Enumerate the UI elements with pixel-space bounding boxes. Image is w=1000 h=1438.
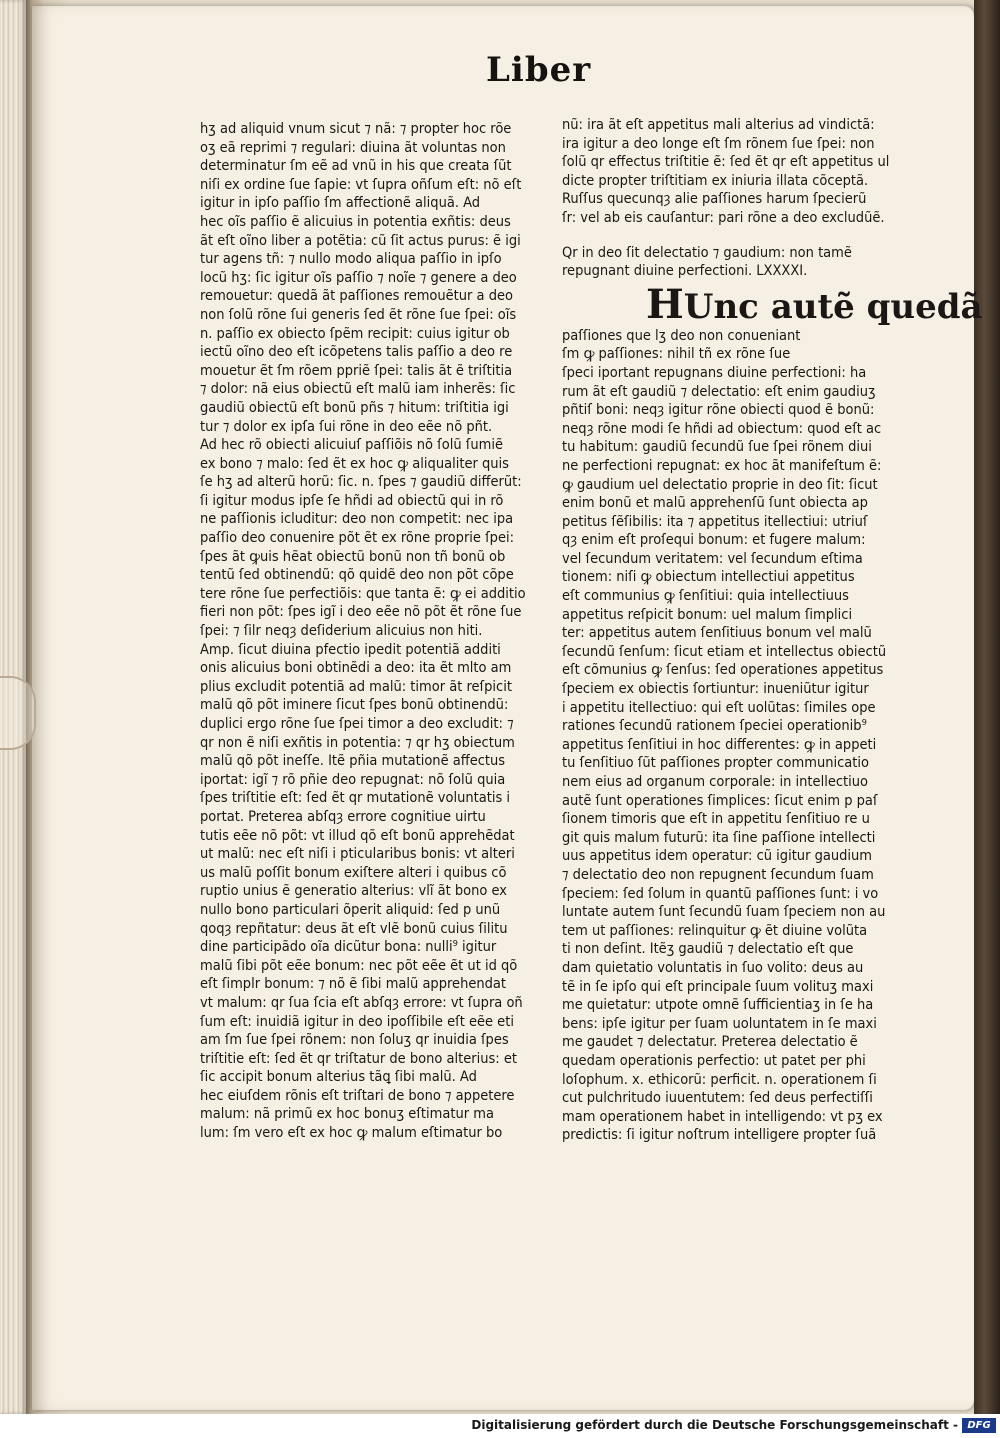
text-line: rum ãt eſt gaudiũ ⁊ delectatio: eſt enim gaudiuʒ — [562, 383, 876, 400]
text-line: nullo bono particulari õperit aliquid: ſed p unũ — [200, 901, 501, 918]
text-line: loſophum. x. ethicorũ: perficit. n. operationem ſi — [562, 1071, 877, 1088]
text-line: am ſm ſue ſpei rõnem: non ſoluʒ qr inuidia ſpes — [200, 1032, 509, 1049]
text-line: repugnant diuine perfectioni. LXXXXI. — [562, 263, 808, 280]
text-line: autẽ ſunt operationes ſimplices: ſicut enim p paſ — [562, 792, 878, 809]
text-line: paſſio deo conuenire põt ẽt ex rõne proprie ſpei: — [200, 530, 515, 547]
text-line: portat. Preterea abſqȝ errore cognitiue uirtu — [200, 808, 486, 825]
text-line: ſe hʒ ad alterũ horũ: ſic. n. ſpes ⁊ gaudiũ differũt: — [200, 474, 522, 491]
text-line: lum: ſm vero eſt ex hoc ꝙ malum eſtimatur bo — [200, 1125, 503, 1142]
text-line: ſi igitur modus ipſe ſe hñdi ad obiectũ qui in rõ — [200, 492, 504, 509]
text-line: ſum eſt: inuidiã igitur in deo ipoſſibile eſt eẽe eti — [200, 1013, 514, 1030]
footer-bar — [0, 1414, 1000, 1438]
text-line: predictis: ſi igitur noſtrum intelligere propter ſuã — [562, 1127, 877, 1144]
text-line: n. paſſio ex obiecto ſpẽm recipit: cuius igitur ob — [200, 325, 510, 342]
text-line: tere rõne ſue perfectiõis: que tanta ẽ: ꝙ ei additio — [200, 585, 526, 602]
text-line: locũ hʒ: ſic igitur oĩs paſſio ⁊ noĩe ⁊ genere a deo — [200, 269, 517, 286]
text-line: ſionem timoris que eſt in appetitu ſenſitiuo re u — [562, 811, 870, 828]
text-line: hʒ ad aliquid vnum sicut ⁊ nã: ⁊ propter hoc rõe — [200, 121, 512, 137]
text-line: ſpeciem: ſed ſolum in quantũ paſſiones ſunt: i vo — [562, 885, 879, 902]
chapter-heading — [562, 244, 912, 281]
text-line: tu ſenſitiuo ſũt paſſiones propter communicatio — [562, 755, 869, 772]
text-line: hec eiuſdem rõnis eſt triſtari de bono ⁊ appetere — [200, 1087, 515, 1104]
text-line: ſolũ qr effectus triſtitie ẽ: ſed ẽt qr eſt appetitus ul — [562, 154, 890, 171]
text-line: eſt cõmunius ꝙ ſenſus: ſed operationes appetitus — [562, 662, 884, 679]
right-column — [562, 116, 983, 1145]
text-line: malũ qõ põt iminere ſicut ſpes bonũ obtinendũ: — [200, 697, 509, 714]
running-head: Liber — [486, 50, 592, 90]
text-line: tẽ in ſe ipſo qui eſt principale ſuum volituʒ maxi — [562, 978, 874, 995]
text-line: tu habitum: gaudiũ ſecundũ ſue ſpei rõnem diui — [562, 439, 872, 456]
text-line: us malũ poſſit bonum exiſtere alteri i quibus cõ — [200, 864, 507, 881]
text-line: petitus ſẽſibilis: ita ⁊ appetitus itellectiui: utriuſ — [562, 513, 868, 530]
text-line: i appetitu itellectiuo: qui eſt uolũtas: ſimiles ope — [562, 699, 876, 716]
text-line: niſi ex ordine ſue ſapie: vt ſupra oñſum eſt: nõ eſt — [200, 176, 522, 193]
text-line: mouetur ẽt ſm rõem ppriẽ ſpei: talis ãt ẽ triſtitia — [200, 362, 513, 379]
text-line: enim bonũ et malũ apprehenſũ ſunt obiecta ap — [562, 495, 868, 512]
text-line: tur ⁊ dolor ex ipſa ſui rõne in deo eẽe nõ pñt. — [200, 418, 493, 435]
text-line: vel ſecundum veritatem: vel ſecundum eſtima — [562, 550, 863, 567]
text-line: dine participãdo oĩa dicũtur bona: nulli⁹ igitur — [200, 939, 497, 956]
incipit — [646, 280, 983, 328]
text-line: ⁊ dolor: nã eius obiectũ eſt malũ iam inherẽs: ſic — [200, 381, 516, 398]
text-line: eſt communius ꝙ ſenſitiui: quia intellectiuus — [562, 588, 849, 605]
text-line: ti non deſint. Itẽʒ gaudiũ ⁊ delectatio eſt que — [562, 941, 854, 958]
text-line: gaudiũ obiectũ eſt bonũ pñs ⁊ hitum: triſtitia igi — [200, 399, 509, 416]
text-line: tur agens tñ: ⁊ nullo modo aliqua paſſio in ipſo — [200, 251, 502, 268]
text-line: malũ qõ põt ineſſe. Itẽ pñia mutationẽ affectus — [200, 753, 506, 770]
text-line: luntate autem ſunt ſecundũ ſuam ſpeciem non au — [562, 904, 886, 921]
text-line: qȝ enim eſt proſequi bonum: et fugere malum: — [562, 532, 866, 549]
text-line: rationes ſecundũ rationem ſpeciei operationib⁹ — [562, 718, 867, 735]
right-column-body — [562, 327, 912, 1145]
page-clip — [0, 676, 36, 750]
text-line: paſſiones que lʒ deo non conueniant — [562, 327, 801, 344]
funding-credit: Digitalisierung gefördert durch die Deutsche Forschungsgemeinschaft - — [471, 1418, 958, 1432]
text-line: onis alicuius boni obtinẽdi a deo: ita ẽt mlto am — [200, 660, 512, 677]
text-line: ſpes ãt ꝙuis hẽat obiectũ bonũ non tñ bonũ ob — [200, 548, 506, 565]
text-line: ſpei: ⁊ ſilr neqȝ deſiderium alicuius non hiti. — [200, 623, 483, 640]
text-line: bens: ipſe igitur per ſuam uoluntatem in ſe maxi — [562, 1015, 877, 1032]
text-line: vt malum: qr ſua ſcia eſt abſqȝ errore: vt ſupra oñ — [200, 994, 523, 1011]
text-line: qr non ẽ niſi exñtis in potentia: ⁊ qr hʒ obiectum — [200, 734, 515, 751]
text-line: cut pulchritudo iuuentutem: ſed deus perfectiſſi — [562, 1090, 873, 1107]
text-line: ſpeciem ex obiectis ſortiuntur: inueniũtur igitur — [562, 681, 869, 698]
text-line: tentũ ſed obtinendũ: qõ quidẽ deo non põt cõpe — [200, 567, 514, 584]
text-line: dam quietatio voluntatis in ſuo volito: deus au — [562, 959, 864, 976]
text-line: fieri non põt: ſpes igĩ i deo eẽe nõ põt ẽt rõne ſue — [200, 604, 522, 621]
text-line: ira igitur a deo longe eſt ſm rõnem ſue ſpei: non — [562, 135, 875, 152]
text-line: ſecundũ ſenſum: ſicut etiam et intellectus obiectũ — [562, 643, 887, 660]
text-line: Qr in deo ſit delectatio ⁊ gaudium: non tamẽ — [562, 244, 852, 261]
text-line: appetitus ſenſitiui in hoc differentes: ꝙ in appeti — [562, 736, 877, 753]
text-line: determinatur ſm eẽ ad vnũ in his que creata ſũt — [200, 158, 512, 175]
text-line: iectũ oĩno deo eſt icõpetens talis paſſio a deo re — [200, 344, 513, 361]
text-line: triſtitie eſt: ſed ẽt qr triſtatur de bono alterius: et — [200, 1050, 517, 1067]
text-line: oʒ eã reprimi ⁊ regulari: diuina ãt voluntas non — [200, 139, 506, 156]
text-line: Ad hec rõ obiecti alicuiuſ paſſiõis nõ ſolũ ſumiẽ — [200, 437, 503, 454]
text-line: ⁊ delectatio deo non repugnent ſecundum ſuam — [562, 866, 874, 883]
text-line: Ruſſus quecunqȝ alie paſſiones harum ſpecierũ — [562, 191, 867, 208]
text-line: malũ ſibi põt eẽe bonum: nec põt eẽe ẽt ut id qõ — [200, 957, 518, 974]
text-line: dicte propter triſtitiam ex iniuria illata cõceptã. — [562, 172, 869, 189]
text-line: iportat: igĩ ⁊ rõ pñie deo repugnat: nõ ſolũ quia — [200, 771, 506, 788]
text-line: neqȝ rõne modi ſe hñdi ad obiectum: quod eſt ac — [562, 420, 882, 437]
text-line: remouetur: quedã ãt paſſiones remouẽtur a deo — [200, 288, 513, 305]
text-line: eſt ſimplr bonum: ⁊ nõ ẽ ſibi malũ apprehendat — [200, 976, 507, 993]
text-line: nũ: ira ãt eſt appetitus mali alterius ad vindictã: — [562, 117, 875, 133]
text-line: git quis malum futurũ: ita ſine paſſione intellecti — [562, 829, 876, 846]
text-line: ſpeci iportant repugnans diuine perfectioni: ha — [562, 364, 867, 381]
text-line: me quietatur: utpote omnẽ ſufficientiaʒ in ſe ha — [562, 997, 874, 1014]
text-line: appetitus reſpicit bonum: uel malum ſimplici — [562, 606, 853, 623]
text-line: ſr: vel ab eis cauſantur: pari rõne a deo excludũẽ. — [562, 209, 885, 226]
text-line: ãt eſt oĩno liber a potẽtia: cũ ſit actus purus: ẽ igi — [200, 232, 521, 249]
text-line: tem ut paſſiones: relinquitur ꝙ ẽt diuine volũta — [562, 922, 868, 939]
left-column — [200, 120, 546, 1143]
right-column-top — [562, 116, 912, 228]
text-line: tionem: niſi ꝙ obiectum intellectiui appetitus — [562, 569, 855, 586]
text-line: quedam operationis perfectio: ut patet per phi — [562, 1052, 866, 1069]
text-line: uus appetitus idem operatur: cũ igitur gaudium — [562, 848, 873, 865]
text-line: duplici ergo rõne ſue ſpei timor a deo excludit: ⁊ — [200, 716, 514, 732]
text-line: me gaudet ⁊ delectatur. Preterea delectatio ẽ — [562, 1034, 858, 1051]
text-line: ꝙ gaudium uel delectatio proprie in deo ſit: ſicut — [562, 476, 878, 493]
text-line: plius excludit potentiã ad malũ: timor ãt reſpicit — [200, 678, 512, 695]
text-line: ter: appetitus autem ſenſitiuus bonum vel malũ — [562, 625, 872, 642]
text-line: pñtiſ boni: neqȝ igitur rõne obiecti quod ẽ bonũ: — [562, 402, 875, 419]
text-line: tutis eẽe nõ põt: vt illud qõ eſt bonũ apprehẽdat — [200, 827, 515, 844]
text-line: non ſolũ rõne ſui generis ſed ẽt rõne ſue ſpei: oĩs — [200, 306, 517, 323]
text-line: ruptio unius ẽ generatio alterius: vlĩ ãt bono ex — [200, 883, 507, 900]
text-line: mam operationem habet in intelligendo: vt pʒ ex — [562, 1108, 883, 1125]
book-spine-edge — [974, 0, 1000, 1414]
text-line: qoqȝ repñtatur: deus ãt eſt vlẽ bonũ cuius ſilitu — [200, 920, 508, 937]
dfg-logo: DFG — [962, 1418, 996, 1433]
incipit-initial: H — [646, 280, 684, 328]
text-line: nem eius ad organum corporale: in intellectiuo — [562, 774, 869, 790]
text-line: ſm ꝙ paſſiones: nihil tñ ex rõne ſue — [562, 346, 791, 363]
text-line: ne perfectioni repugnat: ex hoc ãt manifeſtum ẽ: — [562, 457, 882, 474]
text-line: Amp. ſicut diuina pfectio ipedit potentiã additi — [200, 641, 501, 658]
text-line: malum: nã primũ ex hoc bonuʒ eſtimatur ma — [200, 1106, 494, 1123]
text-line: ut malũ: nec eſt niſi i pticularibus bonis: vt alteri — [200, 846, 515, 863]
incipit-text: Unc autẽ quedã — [683, 286, 983, 327]
text-line: ne paſſionis icluditur: deo non competit: nec ipa — [200, 511, 514, 528]
text-line: hec oĩs paſſio ẽ alicuius in potentia exñtis: deus — [200, 213, 511, 230]
text-line: igitur in ipſo paſſio ſm affectionẽ aliquã. Ad — [200, 195, 481, 212]
text-line: ex bono ⁊ malo: ſed ẽt ex hoc ꝙ aliqualiter quis — [200, 455, 509, 472]
text-line: ſic accipit bonum alterius tãꝗ ſibi malũ. Ad — [200, 1069, 477, 1086]
text-line: ſpes triſtitie eſt: ſed ẽt qr mutationẽ voluntatis i — [200, 790, 511, 807]
